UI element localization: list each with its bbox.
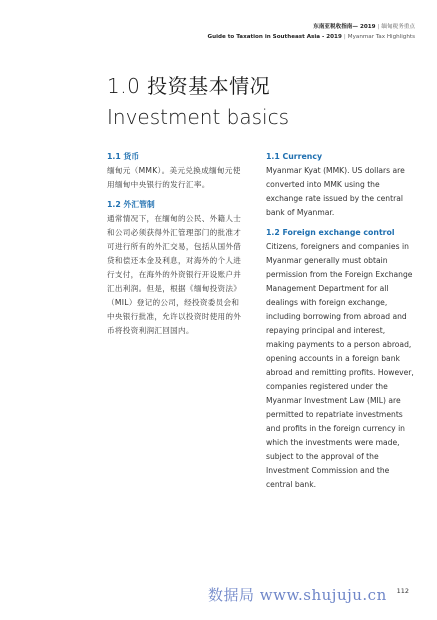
section-title-en: Investment basics bbox=[107, 105, 289, 129]
section-title bbox=[107, 72, 289, 132]
header-year: — 2019 bbox=[352, 24, 376, 30]
header-en-title: Guide to Taxation in Southeast Asia - 2019 bbox=[207, 34, 342, 40]
heading-fx-control-cn: 1.2 外汇管制 bbox=[107, 200, 155, 209]
english-column bbox=[266, 150, 414, 498]
header-line-cn bbox=[208, 22, 415, 32]
header-cn-title: 东南亚税收指南 bbox=[313, 24, 353, 30]
heading-currency-cn: 1.1 货币 bbox=[107, 152, 140, 161]
header-line-en bbox=[208, 32, 415, 42]
section-title-cn: 1.0 投资基本情况 bbox=[107, 74, 271, 98]
header-cn-subtitle: 缅甸税务重点 bbox=[381, 24, 415, 30]
paragraph-fx-control-cn: 通常情况下，在缅甸的公民、外籍人士和公司必须获得外汇管理部门的批准才可进行所有的外汇交易，包括从国外借贷和偿还本金及利息，对海外的个人进行支付，在海外的外资银行开设账户并汇出利润。但是，根据《缅甸投资法》（MIL）登记的公司，经投资委员会和中央银行批准，允许以投资时使用的外币将投资利润汇回国内。 bbox=[107, 214, 242, 335]
header-divider-en: | bbox=[343, 34, 346, 40]
header-divider: | bbox=[377, 24, 380, 30]
page-number: 112 bbox=[396, 587, 409, 595]
heading-fx-control-en: 1.2 Foreign exchange control bbox=[266, 228, 395, 237]
watermark-text: 数据局 www.shujuju.cn bbox=[208, 586, 387, 604]
running-header bbox=[208, 22, 415, 42]
paragraph-currency-en: Myanmar Kyat (MMK). US dollars are converted into MMK using the exchange rate issued by the central bank of Myanmar. bbox=[266, 166, 405, 217]
heading-currency-en: 1.1 Currency bbox=[266, 152, 323, 161]
paragraph-currency-cn: 缅甸元（MMK）。美元兑换成缅甸元使用缅甸中央银行的发行汇率。 bbox=[107, 166, 241, 189]
paragraph-fx-control-en: Citizens, foreigners and companies in Myanmar generally must obtain permission from the Foreign Exchange Management Department for all dealings with foreign exchange, including borrowing from abroad and repaying principal and interest, making payments to a person abroad, opening accounts in a foreign bank abroad and remitting profits. However, companies registered under the Myanmar Investment Law (MIL) are permitted to repatriate investments and profits in the foreign currency in which the investments were made, subject to the approval of the Investment Commission and the central bank. bbox=[266, 242, 414, 489]
header-en-subtitle: Myanmar Tax Highlights bbox=[347, 34, 415, 40]
chinese-column bbox=[107, 150, 247, 344]
